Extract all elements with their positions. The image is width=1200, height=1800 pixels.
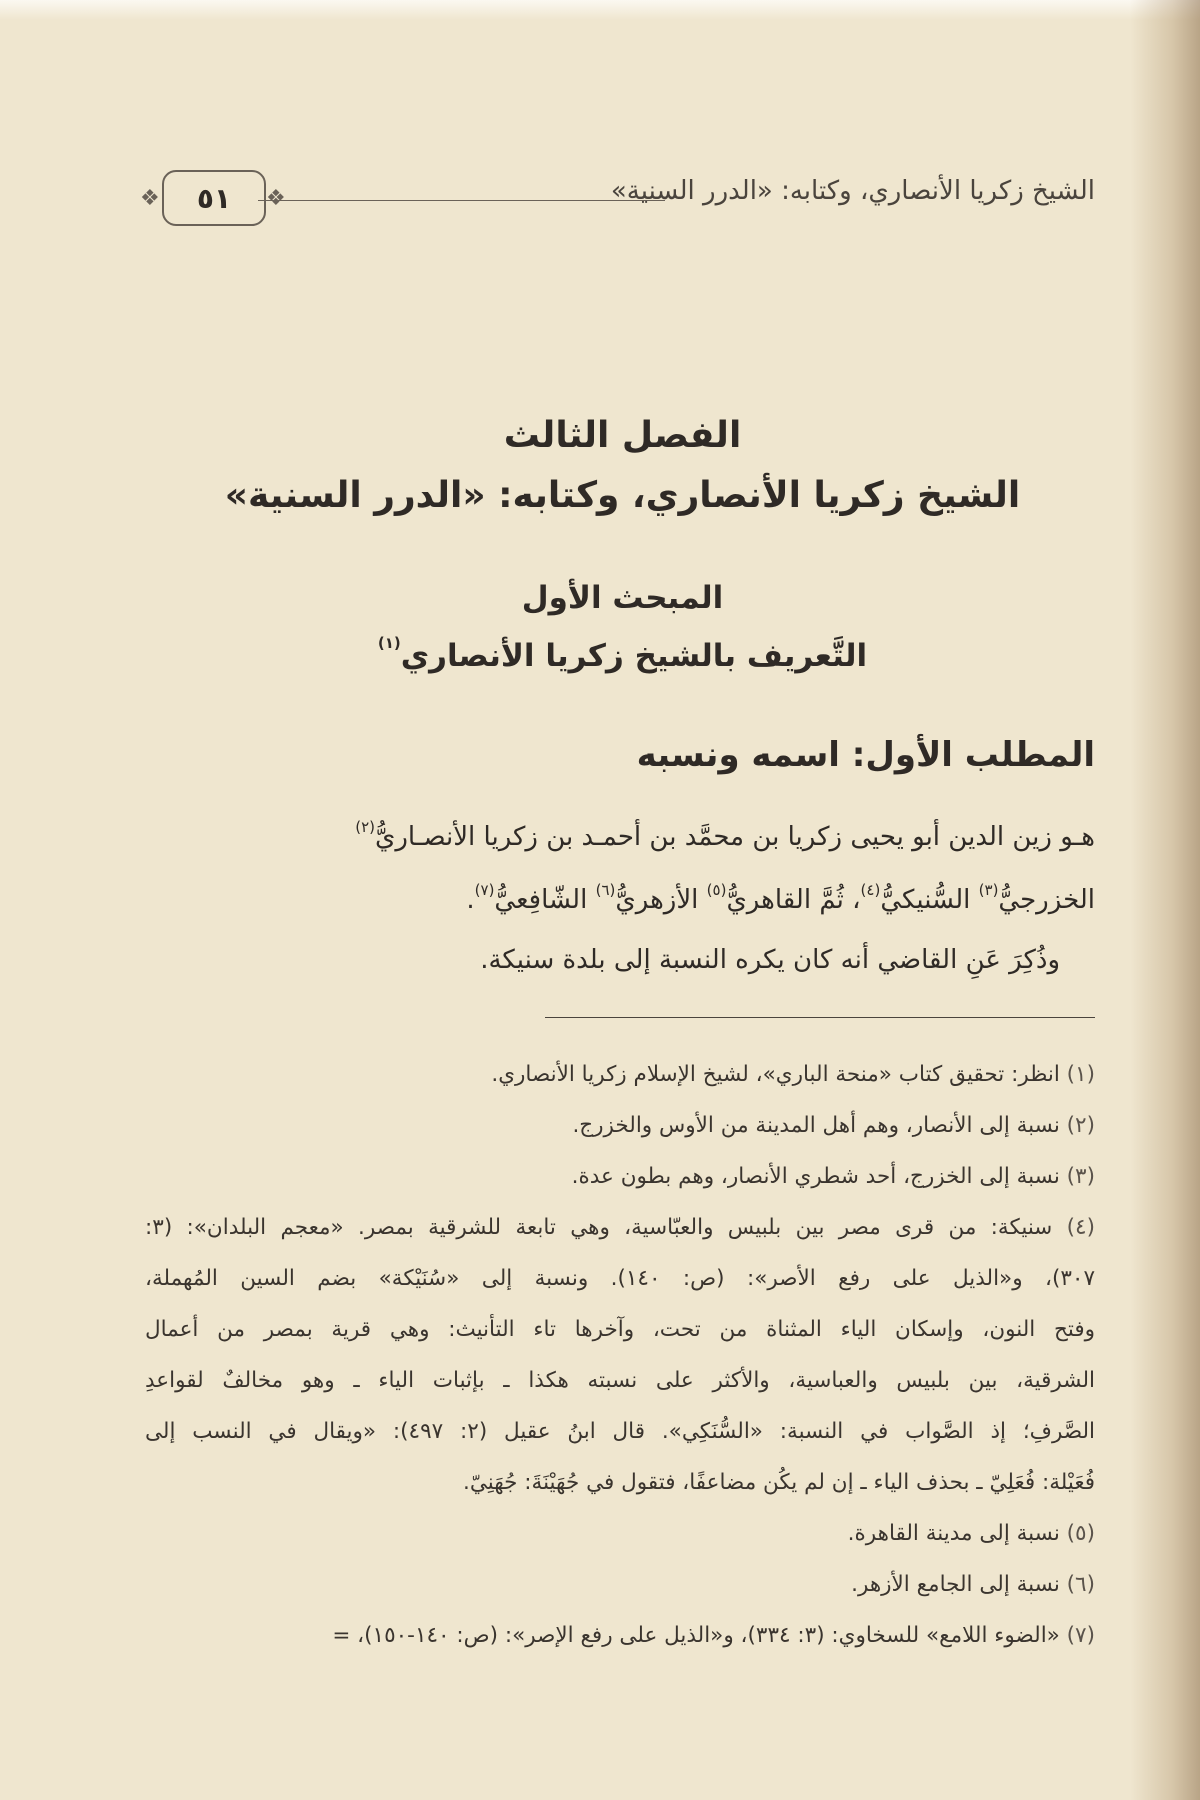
body-text: . xyxy=(466,885,475,915)
footnote xyxy=(491,1062,1095,1087)
footnote-ref: (٥) xyxy=(706,881,727,899)
footnote-number: (٣) xyxy=(1066,1164,1095,1189)
section-title xyxy=(150,634,1095,674)
footnote-line: وفتح النون، وإسكان الياء المثناة من تحت، وآخرها تاء التأنيث: وهي قرية بمصر من أعمال xyxy=(145,1317,1095,1342)
footnote-line: ٣٠٧)، و«الذيل على رفع الأصر»: (ص: ١٤٠). ونسبة إلى «سُنَيْكة» بضم السين المُهملة، xyxy=(145,1266,1095,1291)
footnote-line: الشرقية، بين بلبيس والعباسية، والأكثر على نسبته هكذا ـ بإثبات الياء ـ وهو مخالفٌ لقواعدِ xyxy=(145,1368,1095,1393)
footnote-number: (٥) xyxy=(1066,1521,1095,1546)
footnote-text: نسبة إلى مدينة القاهرة. xyxy=(847,1521,1067,1546)
section-heading: المبحث الأول xyxy=(521,580,724,616)
footnote-ref: (٧) xyxy=(474,881,495,899)
footnote-number: (٤) xyxy=(1066,1215,1095,1240)
footnote xyxy=(851,1572,1095,1597)
body-text: الخزرجيُّ xyxy=(998,885,1095,915)
footnote-text: «الضوء اللامع» للسخاوي: (٣: ٣٣٤)، و«الذيل على رفع الإصر»: (ص: ١٤٠-١٥٠)، = xyxy=(332,1623,1067,1648)
footnote xyxy=(572,1113,1095,1138)
footnote-number: (٢) xyxy=(1066,1113,1095,1138)
running-header xyxy=(140,168,1095,228)
header-rule xyxy=(258,200,665,201)
chapter-title: الشيخ زكريا الأنصاري، وكتابه: «الدرر السنية» xyxy=(224,475,1021,516)
body-line xyxy=(466,881,1095,915)
footnote-text: سنيكة: من قرى مصر بين بلبيس والعبّاسية، وهي تابعة للشرقية بمصر. «معجم البلدان»: (٣: xyxy=(145,1215,1067,1240)
page-number: ٥١ xyxy=(162,170,266,226)
body-line: وذُكِرَ عَنِ القاضي أنه كان يكره النسبة إلى بلدة سنيكة. xyxy=(480,945,1060,975)
footnote-ref: (١) xyxy=(377,634,401,652)
section-title-text: التَّعريف بالشيخ زكريا الأنصاري xyxy=(400,638,868,674)
chapter-heading: الفصل الثالث xyxy=(503,415,742,456)
body-line xyxy=(355,818,1095,852)
footnote-separator xyxy=(545,1017,1095,1018)
footnote-ref: (٦) xyxy=(595,881,616,899)
ornament-icon: ❖ xyxy=(140,186,160,211)
footnote-text: نسبة إلى الجامع الأزهر. xyxy=(851,1572,1067,1597)
footnote-number: (٦) xyxy=(1066,1572,1095,1597)
body-text: السُّنيكيُّ xyxy=(880,885,979,915)
footnote xyxy=(848,1521,1095,1546)
running-title: الشيخ زكريا الأنصاري، وكتابه: «الدرر السنية» xyxy=(610,176,1095,206)
footnote xyxy=(332,1623,1095,1648)
footnote-text: نسبة إلى الخزرج، أحد شطري الأنصار، وهم بطون عدة. xyxy=(571,1164,1067,1189)
book-gutter-shadow xyxy=(1130,0,1200,1800)
footnote-line: فُعَيْلة: فُعَلِيّ ـ بحذف الياء ـ إن لم يكُن مضاعفًا، فتقول في جُهَيْنَةَ: جُهَنِيّ. xyxy=(463,1470,1095,1495)
ornament-icon: ❖ xyxy=(266,186,286,211)
page-edge xyxy=(0,0,1200,20)
footnote xyxy=(145,1215,1095,1240)
footnote-ref: (٣) xyxy=(978,881,999,899)
body-text: هـو زين الدين أبو يحيى زكريا بن محمَّد بن أحمـد بن زكريا الأنصـاريُّ xyxy=(375,822,1095,852)
subsection-heading: المطلب الأول: اسمه ونسبه xyxy=(636,735,1095,775)
footnote-text: نسبة إلى الأنصار، وهم أهل المدينة من الأوس والخزرج. xyxy=(572,1113,1067,1138)
footnote xyxy=(572,1164,1095,1189)
footnote-number: (٧) xyxy=(1066,1623,1095,1648)
body-text: ، ثُمَّ القاهريُّ xyxy=(726,885,861,915)
footnote-ref: (٤) xyxy=(860,881,881,899)
footnote-number: (١) xyxy=(1066,1062,1095,1087)
footnote-text: انظر: تحقيق كتاب «منحة الباري»، لشيخ الإسلام زكريا الأنصاري. xyxy=(491,1062,1067,1087)
footnote-ref: (٢) xyxy=(355,818,375,836)
body-text: الأزهريُّ xyxy=(615,885,707,915)
footnote-line: الصَّرفِ؛ إذ الصَّواب في النسبة: «السُّنَكِي». قال ابنُ عقيل (٢: ٤٩٧): «ويقال في النسب إلى xyxy=(145,1419,1095,1444)
body-text: الشّافِعيُّ xyxy=(494,885,596,915)
